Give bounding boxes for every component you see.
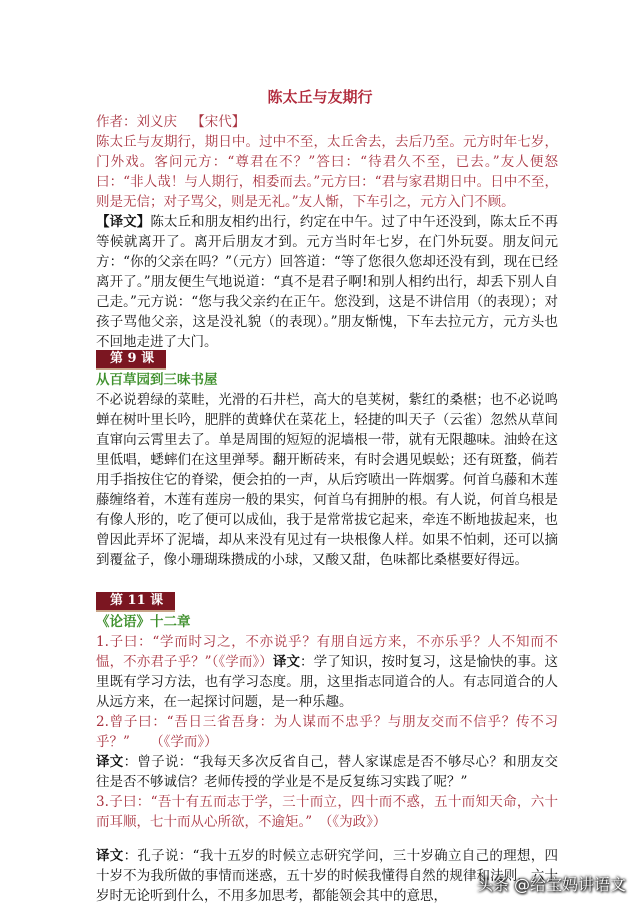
translation-paragraph: [96, 212, 558, 352]
lesson-9-heading: 从百草园到三味书屋: [96, 372, 218, 388]
watermark-label: 头条 @给宝妈讲语文: [476, 875, 626, 894]
analects-item-2-translation: ：曾子说：“我每天多次反省自己，替人家谋虑是否不够尽心？和朋友交往是否不够诚信？老师传授的学业是不是反复练习实践了呢？”: [96, 754, 559, 790]
analects-item-3-label: 译文: [96, 848, 124, 864]
lesson-9-badge: 第 9 课: [96, 350, 166, 370]
analects-item-1: [96, 632, 558, 712]
analects-item-2: 2.曾子曰：“吾日三省吾身：为人谋而不忠乎？与朋友交而不信乎？传不习乎？” （《学而》）: [96, 714, 558, 750]
original-text: 陈太丘与友期行，期日中。过中不至，太丘舍去，去后乃至。元方时年七岁，门外戏。客问元方：“尊君在不？”答曰：“待君久不至，已去。”友人便怒曰：“非人哉！与人期行，相委而去。”元方曰：“君与家君期日中。日中不至，则是无信；对子骂父，则是无礼。”友人惭，下车引之，元方入门不顾。: [96, 134, 558, 210]
lesson-9-text: 不必说碧绿的菜畦，光滑的石井栏，高大的皂荚树，紫红的桑椹；也不必说鸣蝉在树叶里长吟，肥胖的黄蜂伏在菜花上，轻捷的叫天子（云雀）忽然从草间直窜向云霄里去了。单是周围的短短的泥墙根一带，就有无限趣味。油蛉在这里低唱，蟋蟀们在这里弹琴。翻开断砖来，有时会遇见蜈蚣；还有斑蝥，倘若用手指按住它的脊梁，便会拍的一声，从后窍喷出一阵烟雾。何首乌藤和木莲藤缠络着，木莲有莲房一般的果实，何首乌有拥肿的根。有人说，何首乌根是有像人形的，吃了便可以成仙，我于是常常拔它起来，牵连不断地拔起来，也曾因此弄坏了泥墙，却从来没有见过有一块根像人样。如果不怕刺，还可以摘到覆盆子，像小珊瑚珠攒成的小球，又酸又甜，色味都比桑椹要好得远。: [96, 392, 558, 568]
analects-item-1-translation: ：学了知识，按时复习，这是愉快的事。这里既有学习方法，也有学习态度。朋，这里指志同道合的人。有志同道合的人从远方来，在一起探讨问题，是一种乐趣。: [96, 654, 559, 710]
section-lesson-11: [96, 590, 558, 906]
analects-item-1-text: 1.子曰：“学而时习之，不亦说乎？有朋自远方来，不亦乐乎？人不知而不愠，不亦君子乎？”（《学而》）: [96, 634, 558, 670]
lesson-11-badge: 第 11 课: [96, 592, 175, 612]
translation-text: 陈太丘和朋友相约出行，约定在中午。过了中午还没到，陈太丘不再等候就离开了。离开后朋友才到。元方当时年七岁，在门外玩耍。朋友问元方：“你的父亲在吗？”（元方）回答道：“等了您很久您却还没有到，现在已经离开了。”朋友便生气地说道：“真不是君子啊!和别人相约出行，却丢下别人自己走。”元方说：“您与我父亲约在正午。您没到，这是不讲信用（的表现）；对孩子骂他父亲，这是没礼貌（的表现）。”朋友惭愧，下车去拉元方，元方头也不回地走进了大门。: [96, 214, 559, 350]
lesson-11-heading: 《论语》十二章: [96, 614, 191, 630]
author-line: [96, 112, 558, 132]
analects-item-2-translation-paragraph: [96, 752, 558, 792]
analects-item-3: 3.子曰：“吾十有五而志于学，三十而立，四十而不惑，五十而知天命，六十而耳顺，七十而从心所欲，不逾矩。” （《为政》）: [96, 794, 558, 830]
analects-item-1-label: 译文: [272, 654, 301, 670]
translation-label: 【译文】: [96, 214, 151, 230]
article-title: 陈太丘与友期行: [267, 88, 373, 106]
dynasty-label: 【宋代】: [191, 114, 246, 130]
analects-item-2-label: 译文: [96, 754, 124, 770]
analects-item-3-translation: ：孔子说：“我十五岁的时候立志研究学问，三十岁确立自己的理想，四十岁不为我所做的事情而迷惑，五十岁的时候我懂得自然的规律和法则，六十岁时无论听到什么，不用多加思考，都能领会其中的意思，: [96, 848, 559, 904]
section-lesson-9: [96, 348, 558, 570]
section-poem: [96, 112, 558, 352]
author-name: 作者：刘义庆: [96, 114, 177, 130]
